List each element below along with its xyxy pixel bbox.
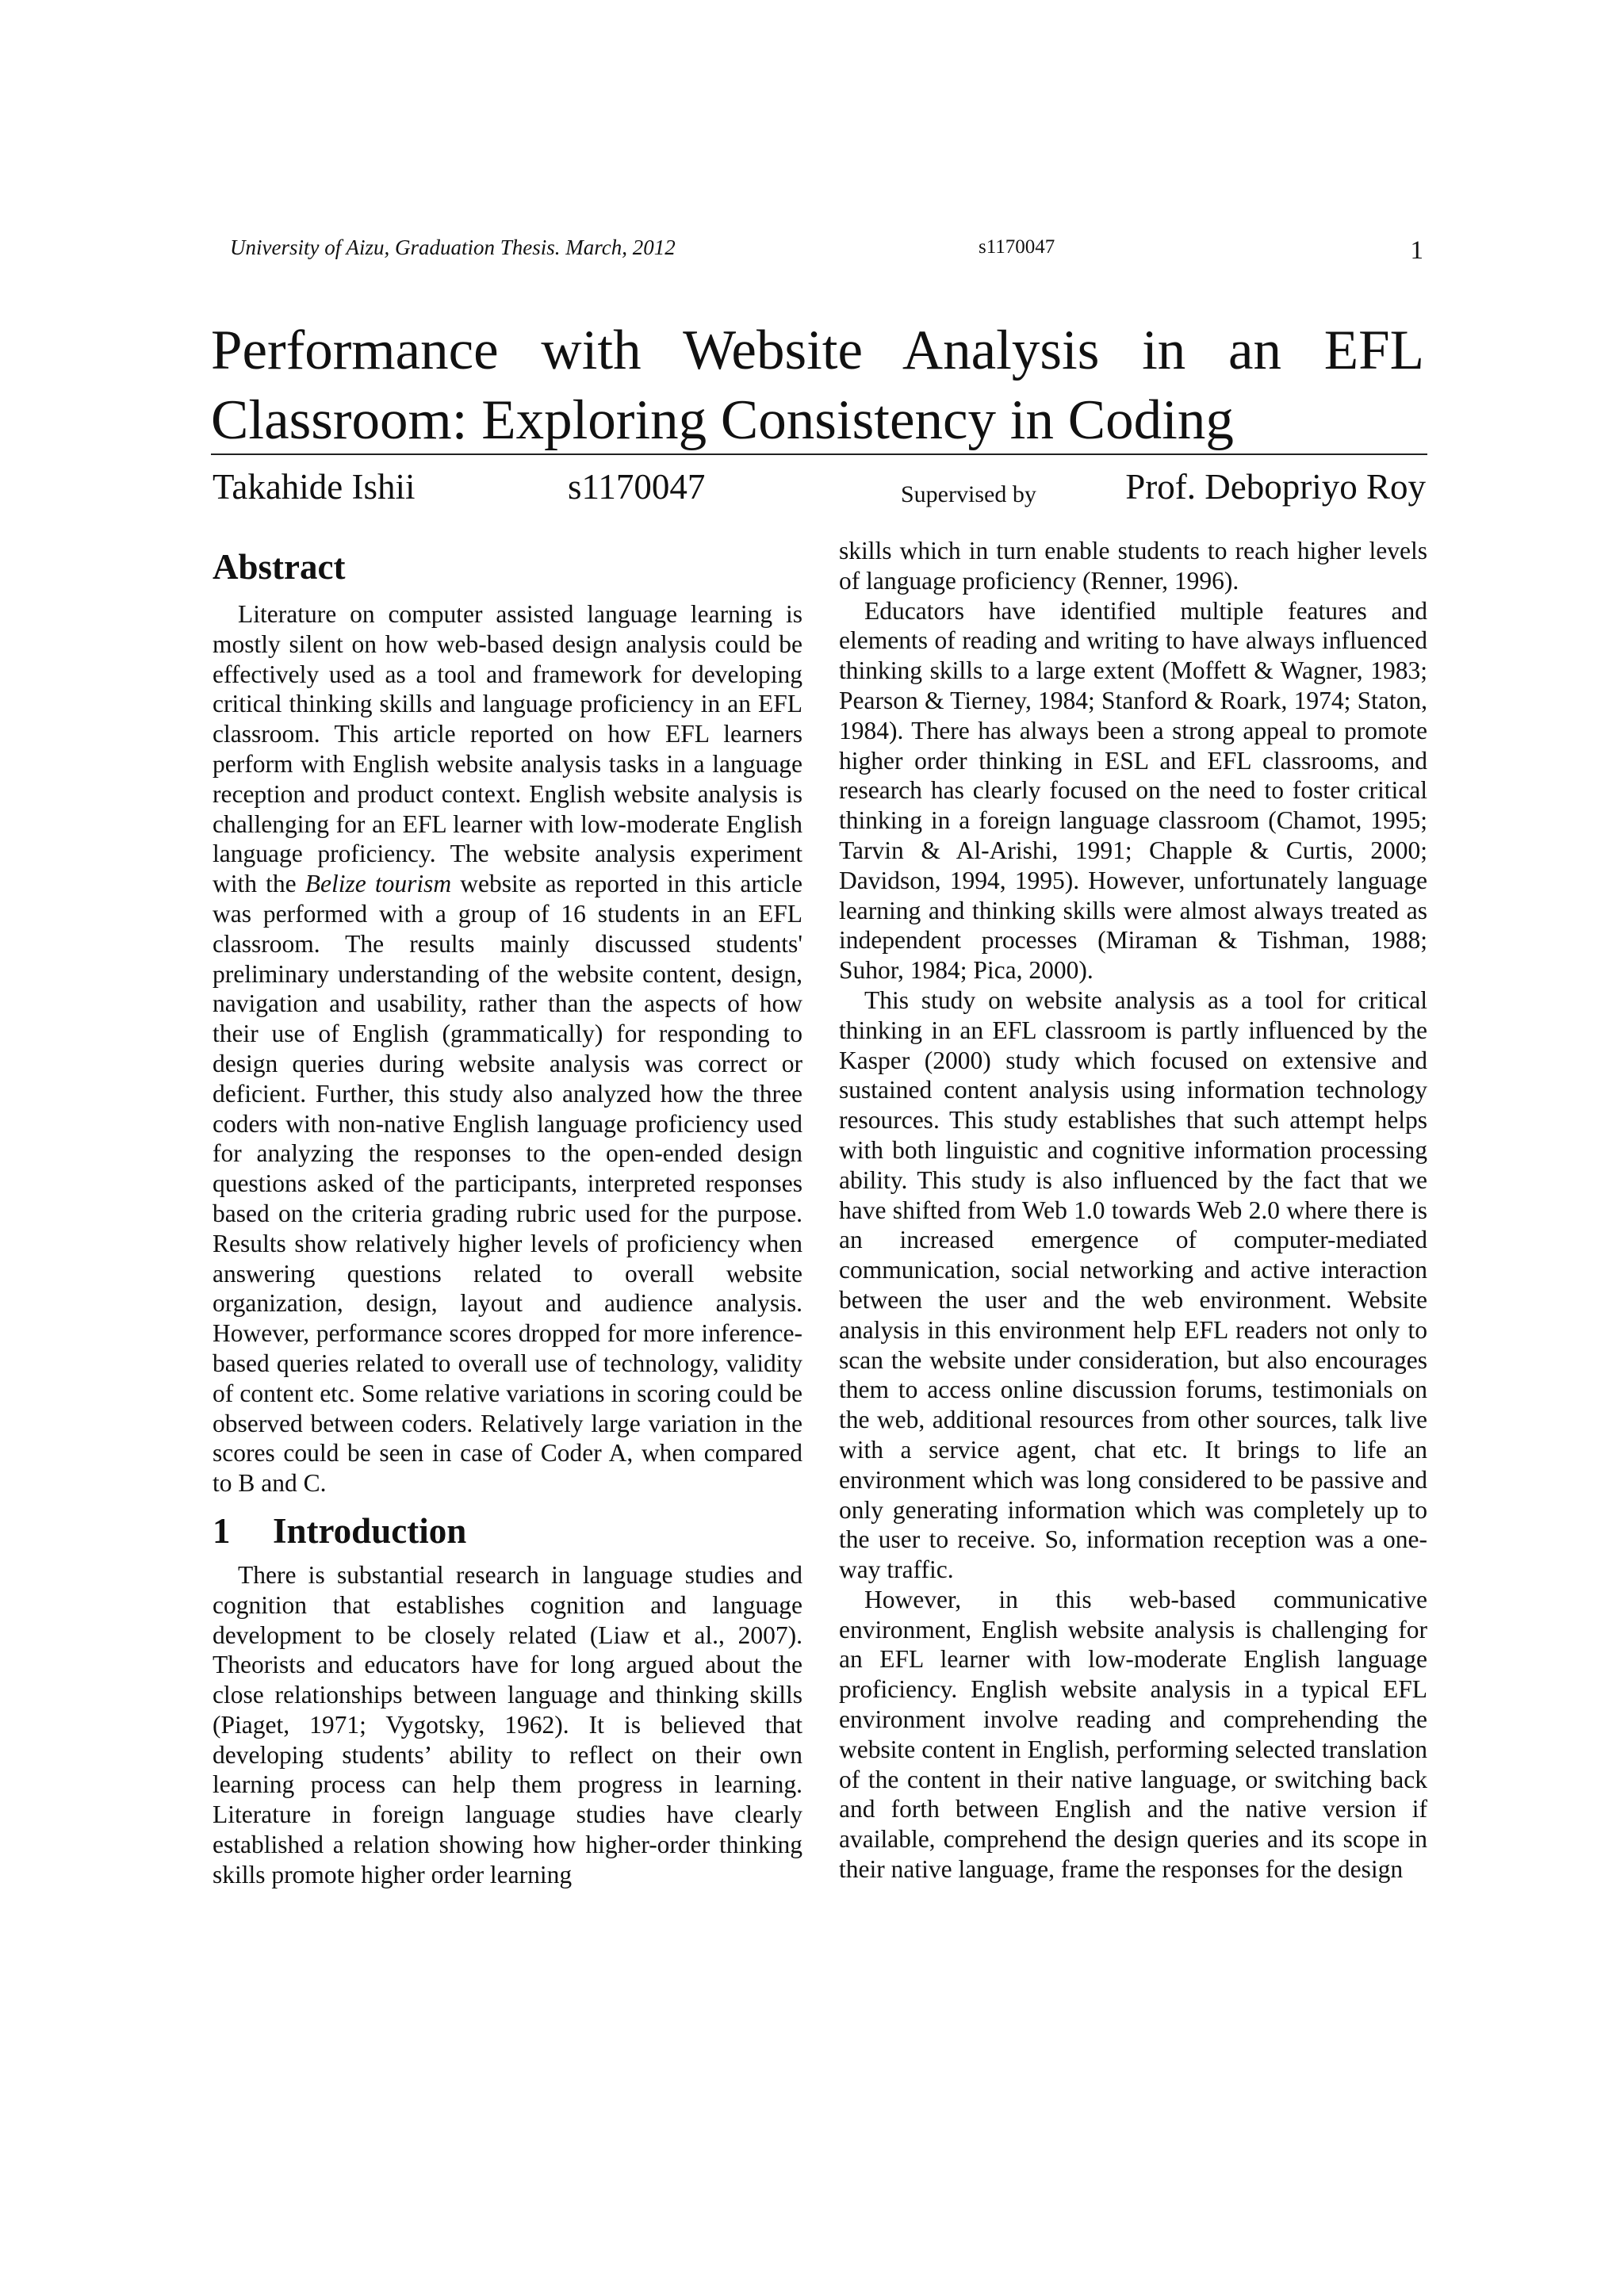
introduction-paragraph-1: There is substantial research in language studies and cognition that establishes cognition and language development to be closely related (Liaw et al., 2007). Theorists and educators have for long argued about the close relationships between language and thinking skills (Piaget, 1971; Vygotsky, 1962). It is believed that developing students’ ability to reflect on their own learning process can help them progress in learning. Literature in foreign language studies have clearly established a relation showing how higher-order thinking skills promote higher order learning	[213, 1560, 802, 1888]
header-student-id: s1170047	[979, 236, 1055, 258]
abstract-text-part-2: website as reported in this article was performed with a group of 16 students in an EFL classroom. The results mainly discussed students' preliminary understanding of the website content, design, navigation and usability, rather than the aspects of how their use of English (grammatically) for responding to design queries during website analysis was correct or deficient. Further, this study also analyzed how the three coders with non-native English language proficiency used for analyzing the responses to the open-ended design questions asked of the participants, interpreted responses based on the criteria grading rubric used for the purpose. Results show relatively higher levels of proficiency when answering questions related to overall website organization, design, layout and audience analysis. However, performance scores dropped for more inference-based queries related to overall use of technology, validity of content etc. Some relative variations in scoring could be observed between coders. Relatively large variation in the scores could be seen in case of Coder A, when compared to B and C.	[213, 870, 803, 1498]
title-divider	[211, 453, 1427, 455]
left-column	[213, 544, 802, 1890]
supervisor-name: Prof. Debopriyo Roy	[1125, 467, 1426, 507]
right-column	[839, 536, 1427, 1885]
introduction-paragraph-2: Educators have identified multiple features and elements of reading and writing to have always influenced thinking skills to a large extent (Moffett & Wagner, 1983; Pearson & Tierney, 1984; Stanford & Roark, 1974; Staton, 1984). There has always been a strong appeal to promote higher order thinking in ESL and EFL classrooms, and research has clearly focused on the need to foster critical thinking in a foreign language classroom (Chamot, 1995; Tarvin & Al-Arishi, 1991; Chapple & Curtis, 2000; Davidson, 1994, 1995). However, unfortunately language learning and thinking skills were almost always treated as independent processes (Miraman & Tishman, 1988; Suhor, 1984; Pica, 2000).	[839, 596, 1427, 985]
introduction-heading	[213, 1508, 802, 1554]
section-title: Introduction	[273, 1510, 467, 1551]
author-student-id: s1170047	[568, 467, 706, 507]
author-name: Takahide Ishii	[213, 467, 416, 507]
header-institution: University of Aizu, Graduation Thesis. March, 2012	[230, 235, 676, 259]
abstract-paragraph	[213, 599, 802, 1498]
abstract-heading: Abstract	[213, 547, 346, 587]
running-header	[230, 232, 1423, 263]
supervised-by-label: Supervised by	[901, 481, 1036, 507]
abstract-italic-term: Belize tourism	[304, 870, 452, 898]
section-number: 1	[213, 1510, 231, 1551]
page-number: 1	[1410, 236, 1423, 265]
introduction-paragraph-1-continued: skills which in turn enable students to reach higher levels of language proficiency (Renner, 1996).	[839, 537, 1427, 595]
introduction-paragraph-3: This study on website analysis as a tool for critical thinking in an EFL classroom is partly influenced by the Kasper (2000) study which focused on extensive and sustained content analysis using information technology resources. This study establishes that such attempt helps with both linguistic and cognitive information processing ability. This study is also influenced by the fact that we have shifted from Web 1.0 towards Web 2.0 where there is an increased emergence of computer-mediated communication, social networking and active interaction between the user and the web environment. Website analysis in this environment help EFL readers not only to scan the website under consideration, but also encourages them to access online discussion forums, testimonials on the web, additional resources from other sources, talk live with a service agent, chat etc. It brings to life an environment which was long considered to be passive and only generating information which was completely up to the user to receive. So, information reception was a one-way traffic.	[839, 985, 1427, 1584]
paper-title: Performance with Website Analysis in an EFL Classroom: Exploring Consistency in Coding	[211, 320, 1424, 451]
introduction-paragraph-4: However, in this web-based communicative environment, English website analysis is challenging for an EFL learner with low-moderate English language proficiency. English website analysis in a typical EFL environment involve reading and comprehending the website content in English, performing selected translation of the content in their native language, or switching back and forth between English and the native version if available, comprehend the design queries and its scope in their native language, frame the responses for the design	[839, 1585, 1427, 1884]
abstract-text-part-1: Literature on computer assisted language learning is mostly silent on how web-based design analysis could be effectively used as a tool and framework for developing critical thinking skills and language proficiency in an EFL classroom. This article reported on how EFL learners perform with English website analysis tasks in a language reception and product context. English website analysis is challenging for an EFL learner with low-moderate English language proficiency. The website analysis experiment with the	[213, 600, 802, 898]
author-line	[213, 460, 1426, 514]
